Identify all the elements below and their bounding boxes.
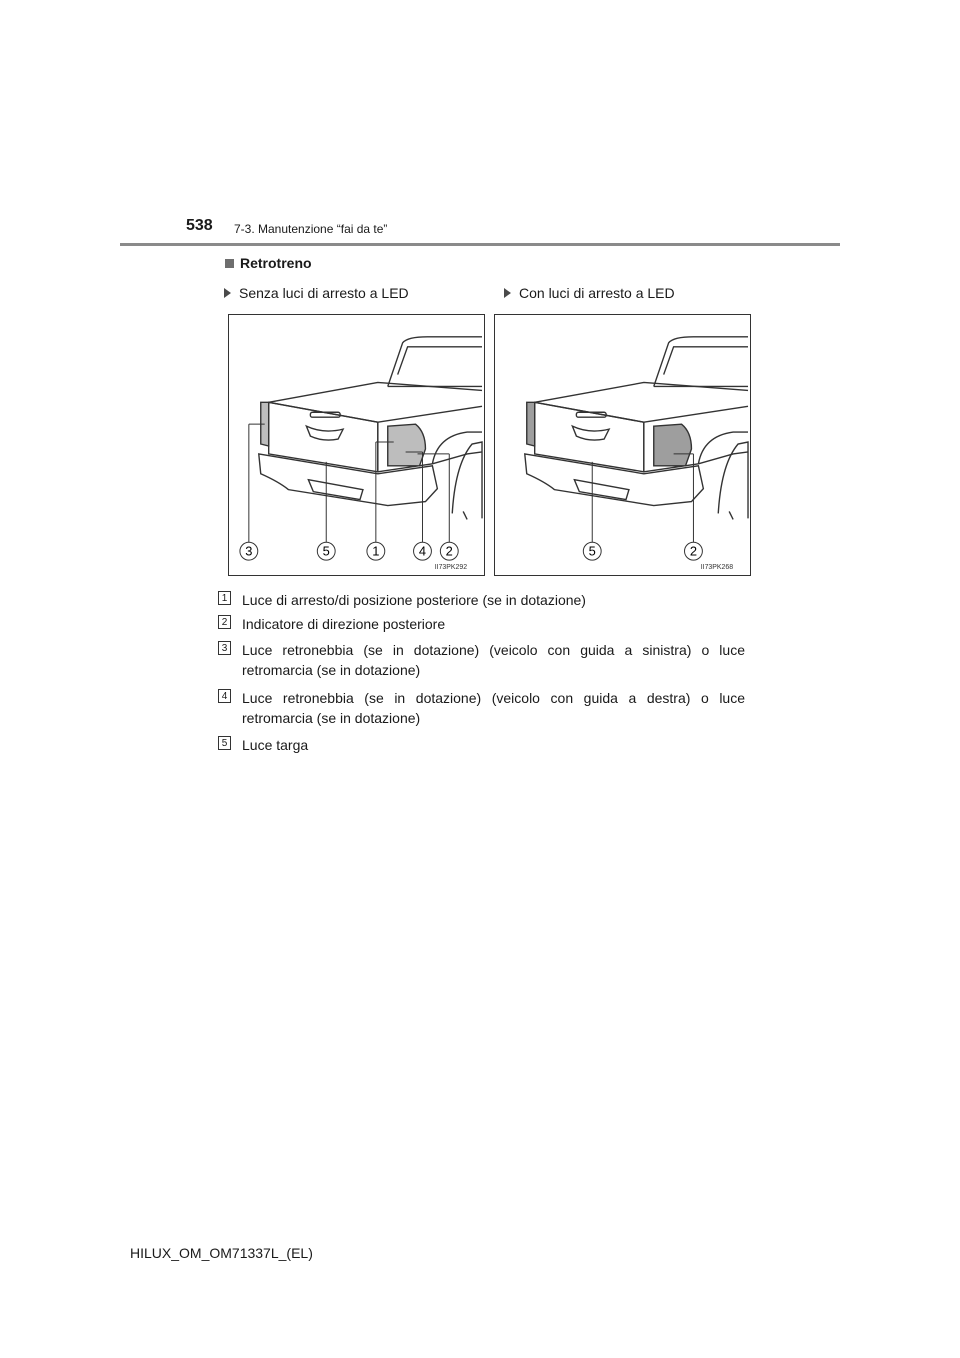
legend-number: 1 [218,591,231,605]
callout-number: 2 [445,543,453,559]
variant-label-text: Senza luci di arresto a LED [239,285,409,301]
callout-4 [414,542,432,560]
legend-text: Luce di arresto/di posizione posteriore (se in dotazione) [242,592,586,608]
legend-text: Luce retronebbia (se in dotazione) (veicolo con guida a destra) o luce retromarcia (se in dotazione) [242,690,745,726]
callout-1 [367,542,385,560]
callout-number: 2 [689,543,698,559]
variant-label-without-led [224,285,409,301]
callout-number: 3 [245,543,253,559]
page-number: 538 [186,217,213,234]
callout-5 [317,542,335,560]
triangle-bullet-icon [504,288,511,298]
legend-number: 5 [218,736,231,750]
callout-2 [685,542,703,560]
legend-number: 2 [218,615,231,629]
legend-number: 4 [218,689,231,703]
legend-text: Indicatore di direzione posteriore [242,616,446,632]
figure-rear-with-led [494,314,751,576]
truck-outline [525,337,748,520]
subsection-heading [225,255,312,271]
legend-text: Luce targa [242,737,309,753]
triangle-bullet-icon [224,288,231,298]
truck-rear-illustration [495,315,750,575]
callout-number: 4 [418,543,427,559]
callout-5 [583,542,601,560]
variant-label-text: Con luci di arresto a LED [519,285,675,301]
heading-text: Retrotreno [240,255,312,271]
variant-label-with-led [504,285,675,301]
callout-3 [240,542,258,560]
document-footer-code: HILUX_OM_OM71337L_(EL) [130,1245,313,1261]
header-divider [120,243,840,246]
truck-outline [259,337,482,520]
callout-number: 5 [322,543,330,559]
figure-code: II73PK268 [700,564,734,572]
section-title: 7-3. Manutenzione “fai da te” [234,222,388,236]
figure-code: II73PK292 [434,564,468,572]
callout-2 [440,542,458,560]
callout-number: 1 [372,543,380,559]
figure-rear-without-led [228,314,485,576]
truck-rear-illustration [229,315,484,575]
square-bullet-icon [225,259,234,268]
legend-text: Luce retronebbia (se in dotazione) (veicolo con guida a sinistra) o luce retromarcia (se in dotazione) [242,642,745,678]
legend-number: 3 [218,641,231,655]
callout-number: 5 [588,543,596,559]
callout-numbers [583,542,702,560]
callout-numbers [240,542,458,560]
